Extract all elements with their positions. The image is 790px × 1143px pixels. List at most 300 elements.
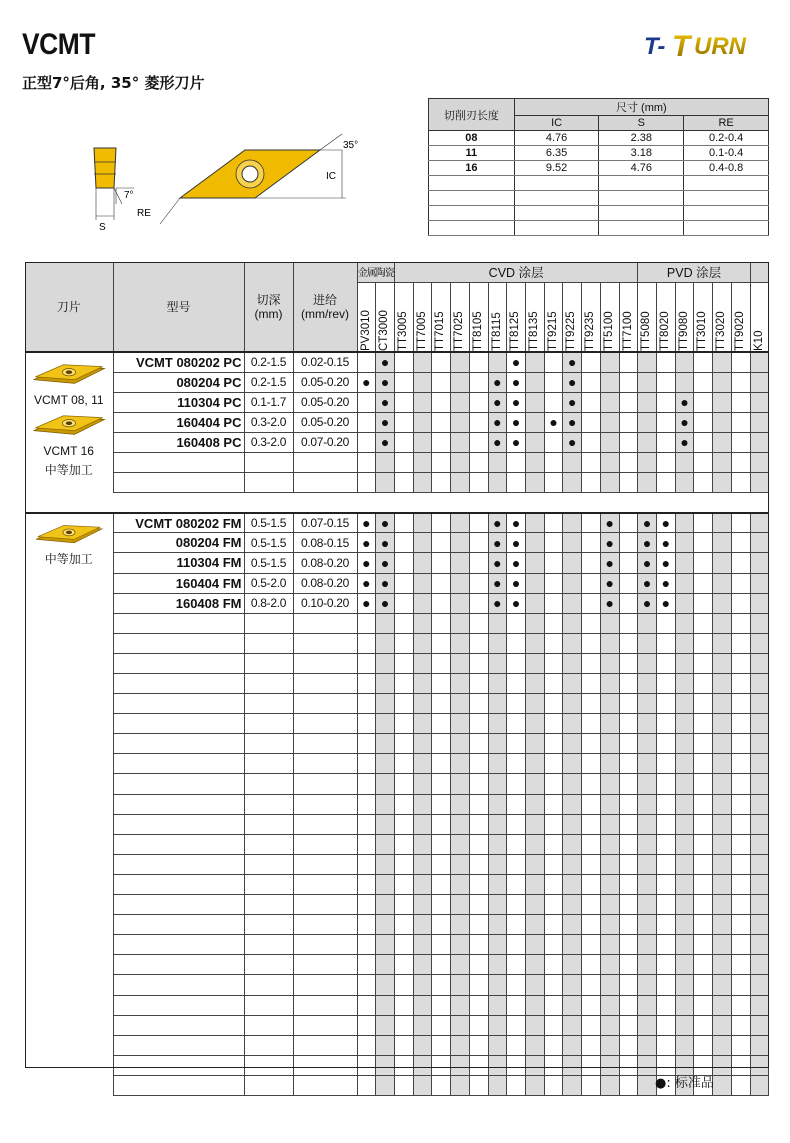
grade-cell	[582, 854, 601, 874]
grade-cell	[376, 915, 395, 935]
grade-cell	[544, 633, 563, 653]
standard-mark: ●	[642, 575, 652, 592]
standard-mark: ●	[661, 515, 671, 532]
grade-cell	[376, 694, 395, 714]
svg-text:T-: T-	[644, 33, 666, 60]
grade-cell	[713, 533, 732, 553]
depth-cell	[244, 653, 293, 673]
grade-cell	[451, 533, 470, 553]
grade-cell	[432, 935, 451, 955]
grade-cell	[488, 613, 507, 633]
grade-cell	[488, 653, 507, 673]
col-depth-label: 切深 (mm)	[254, 292, 283, 321]
grade-cell	[394, 814, 413, 834]
grade-cell	[432, 352, 451, 372]
standard-mark: ●	[568, 434, 577, 451]
grade-label: TT7100	[621, 311, 634, 351]
grade-cell	[731, 633, 750, 653]
grade-cell	[600, 352, 619, 372]
grade-cell	[638, 874, 657, 894]
grade-cell	[376, 533, 395, 553]
grade-cell	[394, 1035, 413, 1055]
grade-cell	[451, 734, 470, 754]
standard-mark: ●	[642, 515, 652, 532]
depth-cell	[244, 794, 293, 814]
grade-cell	[731, 834, 750, 854]
model-cell	[113, 874, 244, 894]
grade-cell	[563, 372, 582, 392]
dims-row	[429, 131, 769, 146]
feed-cell	[293, 714, 357, 734]
grade-cell	[619, 694, 638, 714]
grade-cell	[488, 674, 507, 694]
grade-cell	[675, 774, 694, 794]
grade-cell	[694, 432, 713, 452]
grade-cell	[357, 392, 376, 412]
grade-cell	[694, 814, 713, 834]
grade-cell	[750, 553, 769, 573]
feed-cell: 0.08-0.15	[293, 533, 357, 553]
grade-cell	[600, 834, 619, 854]
grade-cell	[731, 573, 750, 593]
grade-cell	[376, 895, 395, 915]
feed-cell	[293, 1055, 357, 1075]
grade-cell	[750, 794, 769, 814]
grade-cell	[432, 854, 451, 874]
grade-cell	[544, 955, 563, 975]
grade-cell	[525, 412, 544, 432]
grade-cell	[657, 372, 676, 392]
grade-cell	[563, 694, 582, 714]
grade-cell	[563, 473, 582, 493]
grade-cell	[731, 513, 750, 533]
grade-cell	[488, 392, 507, 412]
grade-cell	[376, 975, 395, 995]
grade-cell	[619, 1015, 638, 1035]
grade-cell	[544, 915, 563, 935]
grade-cell	[750, 633, 769, 653]
grade-cell	[657, 694, 676, 714]
grade-label: TT3020	[715, 311, 728, 351]
feed-cell	[293, 814, 357, 834]
grade-cell	[638, 674, 657, 694]
grade-header-tt7025	[451, 282, 470, 352]
grade-cell	[488, 714, 507, 734]
grade-cell	[394, 854, 413, 874]
depth-cell	[244, 473, 293, 493]
grade-cell	[544, 754, 563, 774]
grade-cell	[394, 372, 413, 392]
grade-cell	[525, 392, 544, 412]
grade-header-tt8105	[469, 282, 488, 352]
model-code: 160408 PC	[176, 434, 242, 450]
grade-cell	[357, 955, 376, 975]
grade-cell	[582, 975, 601, 995]
grade-cell	[638, 372, 657, 392]
grade-cell	[488, 754, 507, 774]
grade-cell	[750, 774, 769, 794]
grade-cell	[563, 854, 582, 874]
grade-cell	[713, 854, 732, 874]
grade-cell	[357, 452, 376, 472]
grade-cell	[376, 473, 395, 493]
grade-cell	[731, 452, 750, 472]
grade-cell	[638, 895, 657, 915]
grade-cell	[451, 653, 470, 673]
grade-cell	[413, 573, 432, 593]
grade-cell	[638, 653, 657, 673]
dims-col-re: RE	[684, 116, 769, 131]
feed-cell	[293, 995, 357, 1015]
model-cell	[113, 633, 244, 653]
grade-cell	[451, 573, 470, 593]
grade-cell	[525, 553, 544, 573]
grade-cell	[713, 874, 732, 894]
standard-mark: ●	[493, 534, 502, 551]
grade-cell	[394, 774, 413, 794]
standard-mark: ●	[511, 515, 521, 532]
grade-cell	[357, 533, 376, 553]
grade-cell	[544, 513, 563, 533]
grade-header-tt5080	[638, 282, 657, 352]
dims-cell-s: 3.18	[599, 146, 684, 161]
grade-cell	[451, 1015, 470, 1035]
dims-row	[429, 161, 769, 176]
grade-cell	[675, 452, 694, 472]
feed-cell	[293, 774, 357, 794]
model-cell	[113, 432, 244, 452]
grade-cell	[600, 412, 619, 432]
grade-cell	[563, 915, 582, 935]
grade-cell	[413, 432, 432, 452]
grade-cell	[713, 432, 732, 452]
grade-cell	[469, 1035, 488, 1055]
model-code: 160404 FM	[175, 575, 242, 591]
group-pvd: PVD 涂层	[638, 262, 750, 282]
model-code: 080204 PC	[176, 374, 242, 390]
grade-cell	[525, 473, 544, 493]
grade-cell	[394, 694, 413, 714]
grade-cell	[357, 915, 376, 935]
grade-cell	[376, 412, 395, 432]
grade-cell	[731, 874, 750, 894]
grade-cell	[357, 1075, 376, 1095]
grade-cell	[469, 593, 488, 613]
table-row	[25, 754, 769, 774]
grade-cell	[357, 754, 376, 774]
grade-cell	[563, 714, 582, 734]
grade-cell	[376, 452, 395, 472]
grade-cell	[750, 694, 769, 714]
grade-table	[25, 262, 769, 1068]
grade-cell	[357, 513, 376, 533]
table-row	[25, 352, 769, 372]
grade-cell	[582, 674, 601, 694]
col-model: 型号	[113, 262, 244, 352]
dims-col-s: S	[599, 116, 684, 131]
grade-cell	[657, 674, 676, 694]
grade-cell	[394, 895, 413, 915]
standard-mark: ●	[511, 575, 521, 592]
grade-cell	[376, 372, 395, 392]
grade-cell	[619, 573, 638, 593]
grade-cell	[394, 412, 413, 432]
grade-cell	[657, 452, 676, 472]
grade-cell	[394, 674, 413, 694]
grade-cell	[507, 372, 526, 392]
grade-cell	[731, 593, 750, 613]
grade-header-pv3010	[357, 282, 376, 352]
table-row	[25, 593, 769, 613]
page-title: VCMT	[22, 28, 96, 61]
grade-cell	[619, 895, 638, 915]
grade-cell	[750, 935, 769, 955]
grade-cell	[507, 895, 526, 915]
grade-cell	[525, 734, 544, 754]
grade-cell	[469, 533, 488, 553]
grade-cell	[675, 814, 694, 834]
grade-cell	[582, 633, 601, 653]
grade-cell	[731, 754, 750, 774]
grade-cell	[563, 874, 582, 894]
grade-cell	[563, 452, 582, 472]
table-row	[25, 814, 769, 834]
grade-cell	[713, 1015, 732, 1035]
grade-cell	[432, 1055, 451, 1075]
feed-cell	[293, 854, 357, 874]
grade-cell	[675, 714, 694, 734]
grade-label: TT8105	[471, 311, 484, 351]
grade-cell	[731, 372, 750, 392]
feed-cell	[293, 935, 357, 955]
grade-cell	[394, 834, 413, 854]
grade-cell	[694, 412, 713, 432]
grade-cell	[638, 533, 657, 553]
grade-cell	[731, 915, 750, 935]
grade-cell	[600, 1075, 619, 1095]
grade-cell	[507, 513, 526, 533]
grade-cell	[525, 1015, 544, 1035]
grade-cell	[600, 1035, 619, 1055]
grade-cell	[469, 874, 488, 894]
grade-cell	[657, 794, 676, 814]
grade-cell	[713, 392, 732, 412]
col-depth	[244, 262, 293, 352]
grade-cell	[432, 814, 451, 834]
grade-cell	[469, 473, 488, 493]
grade-cell	[713, 895, 732, 915]
grade-label: TT8020	[659, 311, 672, 351]
grade-cell	[713, 975, 732, 995]
grade-cell	[507, 533, 526, 553]
grade-cell	[413, 1075, 432, 1095]
grade-cell	[451, 794, 470, 814]
grade-cell	[619, 533, 638, 553]
grade-cell	[432, 412, 451, 432]
grade-cell	[750, 412, 769, 432]
dims-cell-empty	[514, 176, 599, 191]
grade-cell	[394, 935, 413, 955]
grade-cell	[413, 734, 432, 754]
grade-cell	[563, 352, 582, 372]
grade-cell	[750, 653, 769, 673]
grade-cell	[638, 573, 657, 593]
grade-cell	[432, 473, 451, 493]
standard-mark: ●	[380, 554, 390, 571]
grade-cell	[544, 1015, 563, 1035]
grade-cell	[731, 854, 750, 874]
insert-diagram	[80, 128, 380, 238]
grade-cell	[507, 573, 526, 593]
grade-header-tt3020	[713, 282, 732, 352]
table-row	[25, 794, 769, 814]
grade-cell	[432, 1035, 451, 1055]
model-cell	[113, 573, 244, 593]
grade-cell	[694, 674, 713, 694]
grade-cell	[488, 1055, 507, 1075]
grade-cell	[638, 814, 657, 834]
grade-cell	[582, 533, 601, 553]
grade-cell	[638, 473, 657, 493]
grade-cell	[619, 874, 638, 894]
grade-cell	[731, 774, 750, 794]
grade-cell	[675, 754, 694, 774]
grade-cell	[582, 412, 601, 432]
grade-cell	[488, 1075, 507, 1095]
grade-cell	[394, 452, 413, 472]
angle-label: 35°	[343, 140, 359, 151]
table-row	[25, 734, 769, 754]
grade-cell	[713, 995, 732, 1015]
grade-cell	[376, 935, 395, 955]
grade-cell	[563, 674, 582, 694]
grade-cell	[432, 774, 451, 794]
grade-cell	[376, 352, 395, 372]
grade-cell	[600, 593, 619, 613]
grade-cell	[544, 714, 563, 734]
grade-cell	[731, 1015, 750, 1035]
dims-cell-empty	[429, 176, 515, 191]
grade-cell	[638, 613, 657, 633]
grade-cell	[694, 734, 713, 754]
depth-cell	[244, 1015, 293, 1035]
grade-cell	[657, 895, 676, 915]
grade-cell	[638, 975, 657, 995]
table-row	[25, 874, 769, 894]
model-cell	[113, 1075, 244, 1095]
depth-cell	[244, 613, 293, 633]
grade-cell	[657, 734, 676, 754]
grade-cell	[376, 754, 395, 774]
grade-cell	[675, 513, 694, 533]
grade-header-tt9225	[563, 282, 582, 352]
grade-cell	[619, 473, 638, 493]
grade-label: TT7005	[415, 311, 428, 351]
grade-cell	[657, 814, 676, 834]
col-insert: 刀片	[25, 262, 113, 352]
grade-cell	[750, 432, 769, 452]
grade-cell	[694, 874, 713, 894]
grade-cell	[451, 633, 470, 653]
grade-cell	[731, 653, 750, 673]
grade-cell	[619, 633, 638, 653]
grade-cell	[731, 955, 750, 975]
grade-cell	[582, 694, 601, 714]
grade-cell	[507, 694, 526, 714]
grade-cell	[413, 714, 432, 734]
grade-cell	[750, 754, 769, 774]
grade-cell	[357, 854, 376, 874]
grade-cell	[544, 613, 563, 633]
grade-cell	[750, 1055, 769, 1075]
depth-cell	[244, 834, 293, 854]
grade-header-tt5100	[600, 282, 619, 352]
grade-cell	[713, 834, 732, 854]
grade-cell	[376, 1055, 395, 1075]
grade-cell	[357, 352, 376, 372]
page-subtitle: 正型7°后角, 35° 菱形刀片	[22, 74, 205, 92]
grade-cell	[488, 352, 507, 372]
grade-cell	[451, 553, 470, 573]
grade-cell	[544, 694, 563, 714]
grade-header-tt8020	[657, 282, 676, 352]
grade-cell	[694, 694, 713, 714]
table-row	[25, 895, 769, 915]
grade-cell	[657, 513, 676, 533]
dims-cell-empty	[599, 176, 684, 191]
grade-cell	[394, 513, 413, 533]
grade-cell	[638, 754, 657, 774]
grade-cell	[638, 452, 657, 472]
grade-cell	[376, 392, 395, 412]
grade-cell	[600, 473, 619, 493]
depth-cell	[244, 915, 293, 935]
grade-cell	[357, 674, 376, 694]
grade-cell	[544, 553, 563, 573]
grade-cell	[694, 533, 713, 553]
grade-cell	[750, 975, 769, 995]
grade-cell	[600, 754, 619, 774]
dims-cell-s: 4.76	[599, 161, 684, 176]
grade-cell	[544, 473, 563, 493]
grade-cell	[675, 995, 694, 1015]
grade-cell	[488, 412, 507, 432]
grade-cell	[675, 794, 694, 814]
grade-label: TT9080	[677, 311, 690, 351]
grade-cell	[619, 1075, 638, 1095]
grade-cell	[694, 915, 713, 935]
table-row	[25, 694, 769, 714]
grade-cell	[469, 513, 488, 533]
table-row	[25, 854, 769, 874]
grade-cell	[507, 714, 526, 734]
grade-cell	[432, 432, 451, 452]
grade-cell	[731, 895, 750, 915]
grade-cell	[469, 754, 488, 774]
standard-mark: ●	[362, 374, 371, 391]
grade-cell	[713, 653, 732, 673]
grade-cell	[525, 372, 544, 392]
grade-cell	[413, 1055, 432, 1075]
grade-cell	[357, 734, 376, 754]
grade-cell	[582, 553, 601, 573]
grade-cell	[376, 653, 395, 673]
table-row	[25, 372, 769, 392]
grade-cell	[657, 613, 676, 633]
standard-mark: ●	[493, 575, 502, 592]
depth-cell: 0.8-2.0	[244, 593, 293, 613]
model-cell	[113, 714, 244, 734]
